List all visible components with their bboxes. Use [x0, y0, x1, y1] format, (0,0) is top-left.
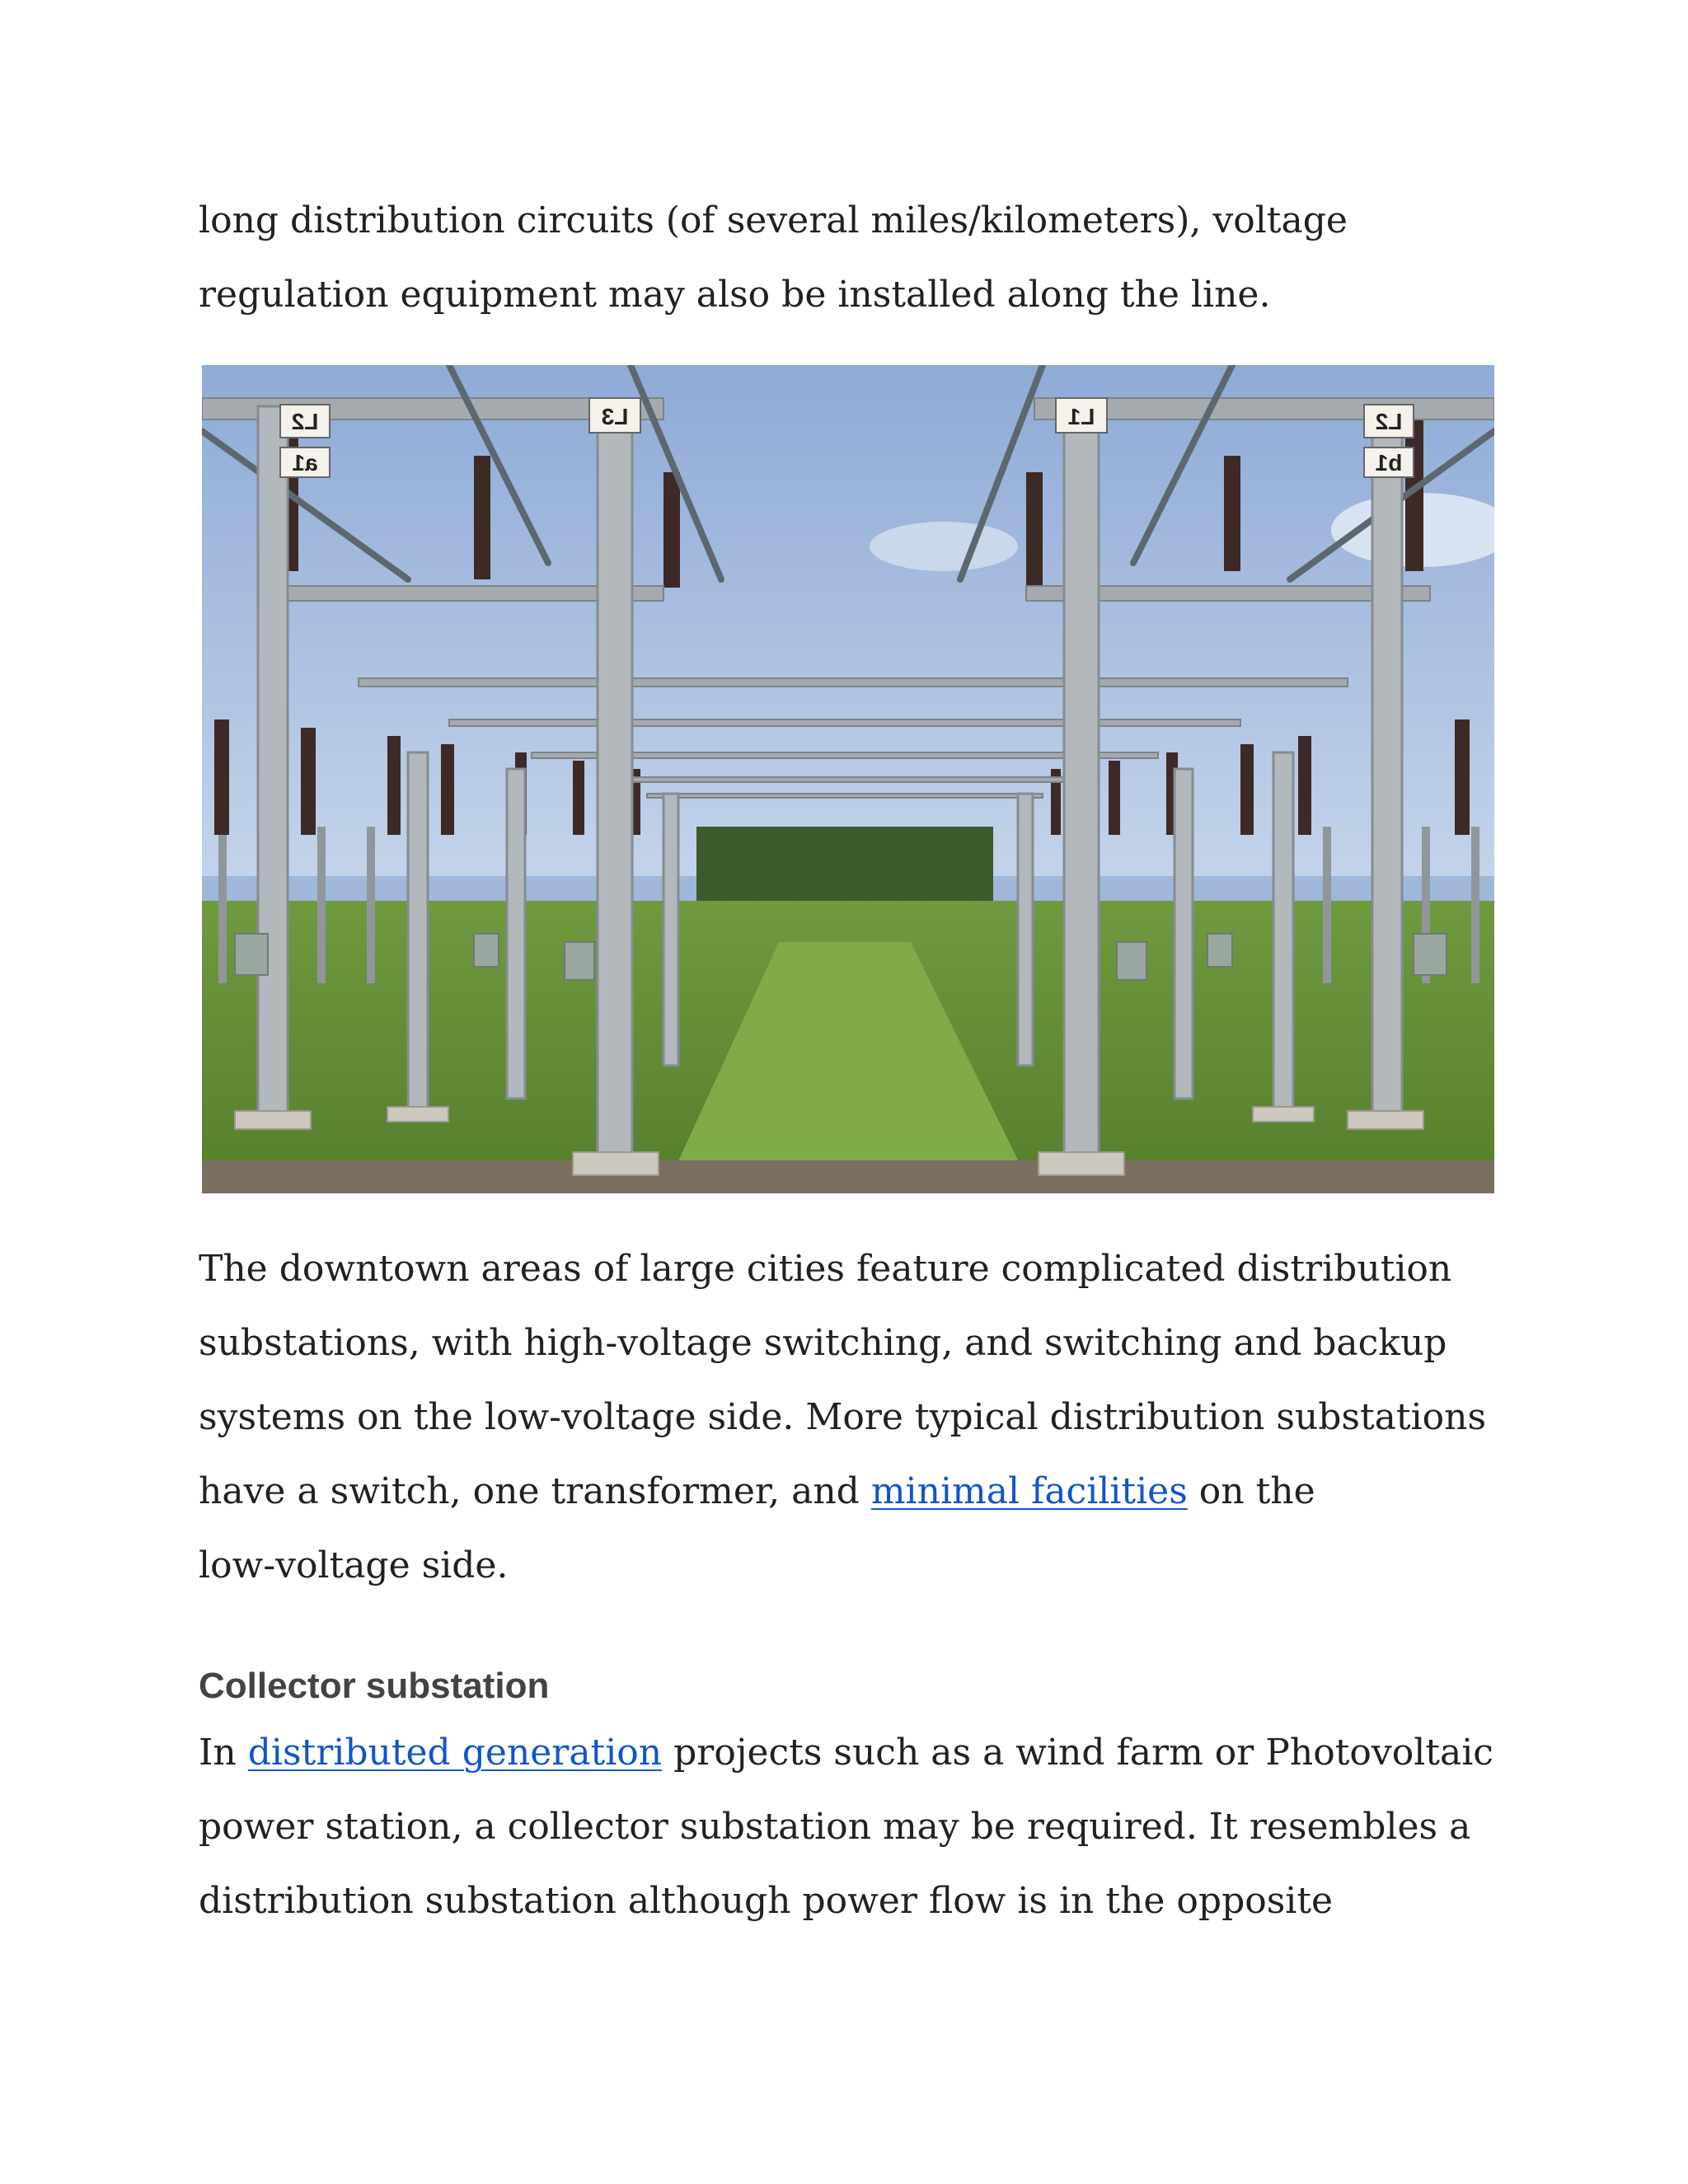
sign-label-5: L2	[1375, 409, 1403, 434]
downtown-paragraph	[199, 1232, 1517, 1603]
intro-line-2: regulation equipment may also be installed along the line.	[199, 274, 1271, 316]
substation-photo	[202, 365, 1494, 1193]
downtown-line-4	[199, 1455, 1517, 1529]
collector-paragraph	[199, 1716, 1517, 1938]
sign-label-1: L2	[291, 409, 319, 434]
collector-line-3: distribution substation although power flow is in the opposite	[199, 1880, 1334, 1922]
collector-substation-heading: Collector substation	[199, 1666, 550, 1706]
sign-label-3: L3	[601, 404, 629, 429]
downtown-line-1: The downtown areas of large cities feature complicated distribution	[199, 1248, 1452, 1290]
intro-line-1: long distribution circuits (of several miles/kilometers), voltage	[199, 199, 1348, 241]
downtown-line-5: low-voltage side.	[199, 1544, 509, 1586]
intro-paragraph	[199, 184, 1517, 332]
downtown-line-4-tail: on the	[1187, 1470, 1315, 1512]
sign-label-2: a1	[292, 450, 318, 476]
collector-line-1	[199, 1716, 1517, 1790]
downtown-line-3: systems on the low-voltage side. More typical distribution substations	[199, 1396, 1487, 1438]
downtown-line-2: substations, with high-voltage switching, and switching and backup	[199, 1322, 1447, 1364]
sign-label-4: L1	[1067, 404, 1095, 429]
distributed-generation-link[interactable]: distributed generation	[247, 1732, 663, 1774]
collector-line-1-text: In	[199, 1732, 248, 1774]
downtown-line-4-text: have a switch, one transformer, and	[199, 1470, 871, 1512]
sign-label-6: b1	[1375, 450, 1403, 476]
collector-line-2: power station, a collector substation may be required. It resembles a	[199, 1806, 1471, 1848]
collector-line-1-tail: projects such as a wind farm or Photovoltaic	[662, 1732, 1493, 1774]
minimal-facilities-link[interactable]: minimal facilities	[870, 1470, 1188, 1512]
